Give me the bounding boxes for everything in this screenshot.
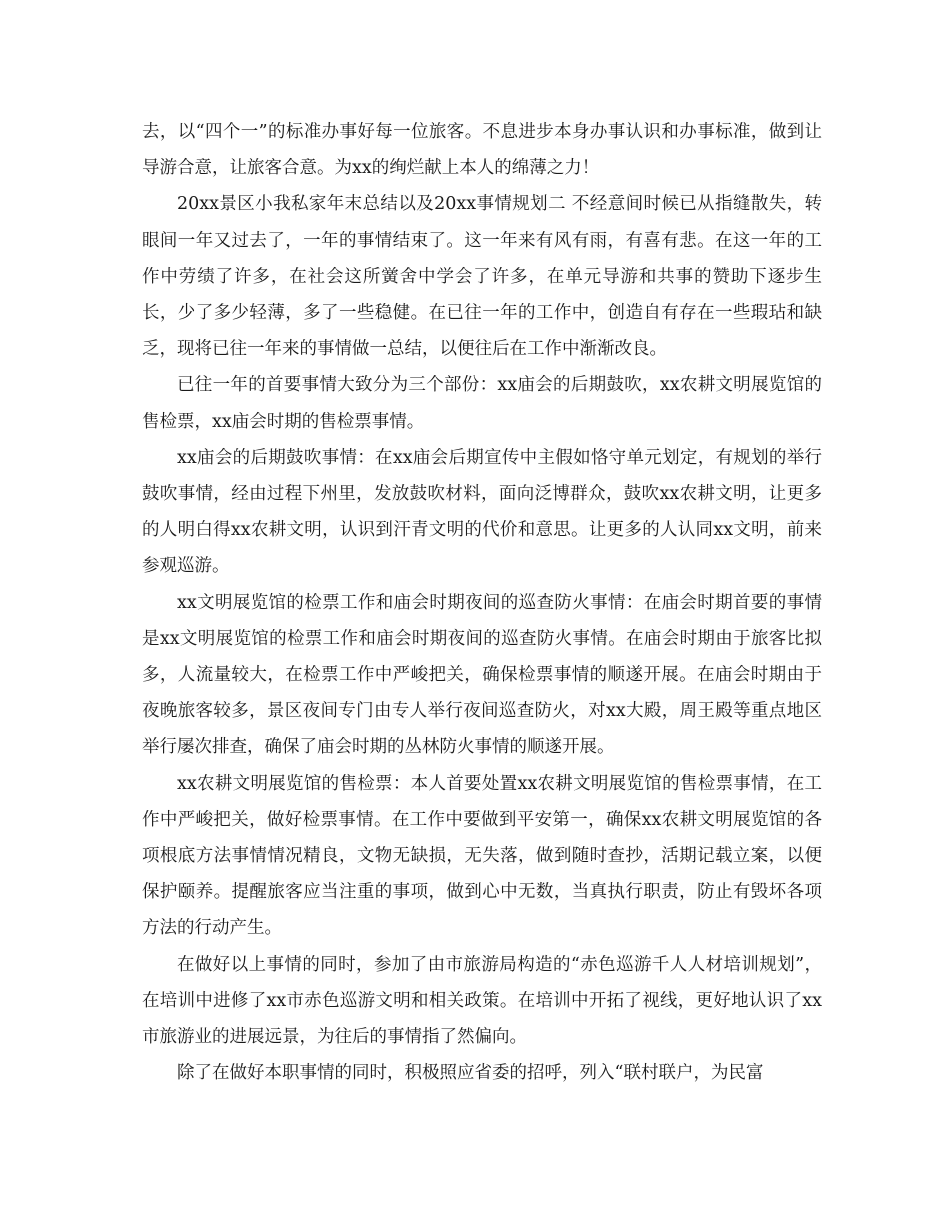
paragraph-1: 去，以“四个一”的标准办事好每一位旅客。不息进步本身办事认识和办事标准，做到让导游合意，让旅客合意。为xx的绚烂献上本人的绵薄之力！ bbox=[142, 122, 822, 179]
paragraph-4: xx庙会的后期鼓吹事情：在xx庙会后期宣传中主假如恪守单元划定，有规划的举行鼓吹事情，经由过程下州里，发放鼓吹材料，面向泛博群众，鼓吹xx农耕文明，让更多的人明白得xx农耕文明，认识到汗青文明的代价和意思。让更多的人认同xx文明，前来参观巡游。 bbox=[142, 447, 822, 577]
paragraph-5: xx文明展览馆的检票工作和庙会时期夜间的巡查防火事情：在庙会时期首要的事情是xx文明展览馆的检票工作和庙会时期夜间的巡查防火事情。在庙会时期由于旅客比拟多，人流量较大，在检票工作中严峻把关，确保检票事情的顺遂开展。在庙会时期由于夜晚旅客较多，景区夜间专门由专人举行夜间巡查防火，对xx大殿，周王殿等重点地区举行屡次排查，确保了庙会时期的丛林防火事情的顺遂开展。 bbox=[142, 592, 822, 758]
paragraph-8: 除了在做好本职事情的同时，积极照应省委的招呼，列入“联村联户，为民富 bbox=[177, 1063, 764, 1084]
document-body bbox=[142, 114, 822, 1091]
paragraph-2: 20xx景区小我私家年末总结以及20xx事情规划二 不经意间时候已从指缝散失，转眼间一年又过去了，一年的事情结束了。这一年来有风有雨，有喜有悲。在这一年的工作中劳绩了许多，在社会这所黉舍中学会了许多，在单元导游和共事的赞助下逐步生长，少了多少轻薄，多了一些稳健。在已往一年的工作中，创造自有存在一些瑕玷和缺乏，现将已往一年来的事情做一总结，以便往后在工作中渐渐改良。 bbox=[142, 194, 822, 360]
paragraph-7: 在做好以上事情的同时，参加了由市旅游局构造的“赤色巡游千人人材培训规划”，在培训中进修了xx市赤色巡游文明和相关政策。在培训中开拓了视线，更好地认识了xx市旅游业的进展远景，为往后的事情指了然偏向。 bbox=[142, 954, 822, 1048]
paragraph-6: xx农耕文明展览馆的售检票：本人首要处置xx农耕文明展览馆的售检票事情，在工作中严峻把关，做好检票事情。在工作中要做到平安第一，确保xx农耕文明展览馆的各项根底方法事情情况精良，文物无缺损，无失落，做到随时查抄，活期记载立案，以便保护颐养。提醒旅客应当注重的事项，做到心中无数，当真执行职责，防止有毁坏各项方法的行动产生。 bbox=[142, 773, 822, 939]
paragraph-3: 已往一年的首要事情大致分为三个部份：xx庙会的后期鼓吹，xx农耕文明展览馆的售检票，xx庙会时期的售检票事情。 bbox=[142, 375, 822, 432]
